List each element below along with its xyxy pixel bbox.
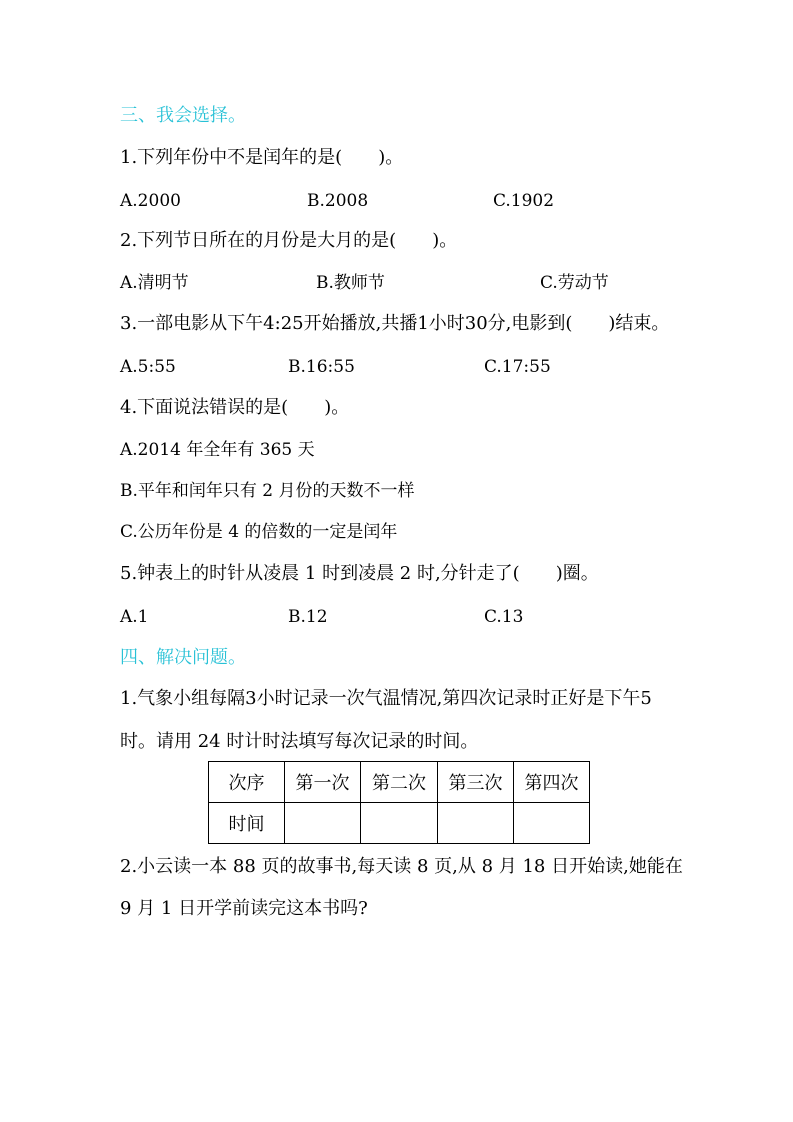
table-answer-cell[interactable] bbox=[438, 803, 514, 844]
question-3-option-b: B.16:55 bbox=[288, 357, 355, 377]
question-3-option-a: A.5:55 bbox=[120, 357, 176, 377]
problem-1-line-2: 时。请用 24 时计时法填写每次记录的时间。 bbox=[120, 731, 479, 752]
table-answer-cell[interactable] bbox=[514, 803, 590, 844]
question-4-option-b: B.平年和闰年只有 2 月份的天数不一样 bbox=[120, 481, 415, 501]
section-heading-choice: 三、我会选择。 bbox=[120, 105, 246, 126]
question-3-stem: 3.一部电影从下午4:25开始播放,共播1小时30分,电影到( )结束。 bbox=[120, 313, 670, 334]
question-1-option-b: B.2008 bbox=[307, 191, 369, 211]
question-5-option-a: A.1 bbox=[120, 607, 149, 627]
question-4-stem: 4.下面说法错误的是( )。 bbox=[120, 397, 350, 418]
section-heading-problems: 四、解决问题。 bbox=[120, 647, 246, 668]
problem-2-line-1: 2.小云读一本 88 页的故事书,每天读 8 页,从 8 月 18 日开始读,她能在 bbox=[120, 856, 683, 877]
question-1-stem: 1.下列年份中不是闰年的是( )。 bbox=[120, 147, 404, 168]
table-header-cell: 第二次 bbox=[361, 762, 438, 803]
table-header-cell: 第四次 bbox=[514, 762, 590, 803]
question-3-option-c: C.17:55 bbox=[484, 357, 551, 377]
problem-2-line-2: 9 月 1 日开学前读完这本书吗? bbox=[120, 898, 368, 919]
question-2-stem: 2.下列节日所在的月份是大月的是( )。 bbox=[120, 230, 458, 251]
question-5-option-b: B.12 bbox=[288, 607, 328, 627]
question-1-option-c: C.1902 bbox=[493, 191, 555, 211]
question-2-option-b: B.教师节 bbox=[316, 273, 385, 293]
question-2-option-a: A.清明节 bbox=[120, 273, 189, 293]
table-row bbox=[209, 803, 590, 844]
table-header-cell: 第一次 bbox=[285, 762, 361, 803]
question-5-stem: 5.钟表上的时针从凌晨 1 时到凌晨 2 时,分针走了( )圈。 bbox=[120, 563, 599, 584]
record-time-table bbox=[208, 761, 590, 844]
question-4-option-c: C.公历年份是 4 的倍数的一定是闰年 bbox=[120, 522, 398, 542]
table-header-row bbox=[209, 762, 590, 803]
table-header-cell: 第三次 bbox=[438, 762, 514, 803]
question-5-option-c: C.13 bbox=[484, 607, 524, 627]
table-row-label: 时间 bbox=[209, 803, 285, 844]
table-answer-cell[interactable] bbox=[285, 803, 361, 844]
question-2-option-c: C.劳动节 bbox=[540, 273, 609, 293]
table-header-cell: 次序 bbox=[209, 762, 285, 803]
table-answer-cell[interactable] bbox=[361, 803, 438, 844]
question-4-option-a: A.2014 年全年有 365 天 bbox=[120, 440, 315, 460]
question-1-option-a: A.2000 bbox=[120, 191, 181, 211]
problem-1-line-1: 1.气象小组每隔3小时记录一次气温情况,第四次记录时正好是下午5 bbox=[120, 688, 652, 709]
